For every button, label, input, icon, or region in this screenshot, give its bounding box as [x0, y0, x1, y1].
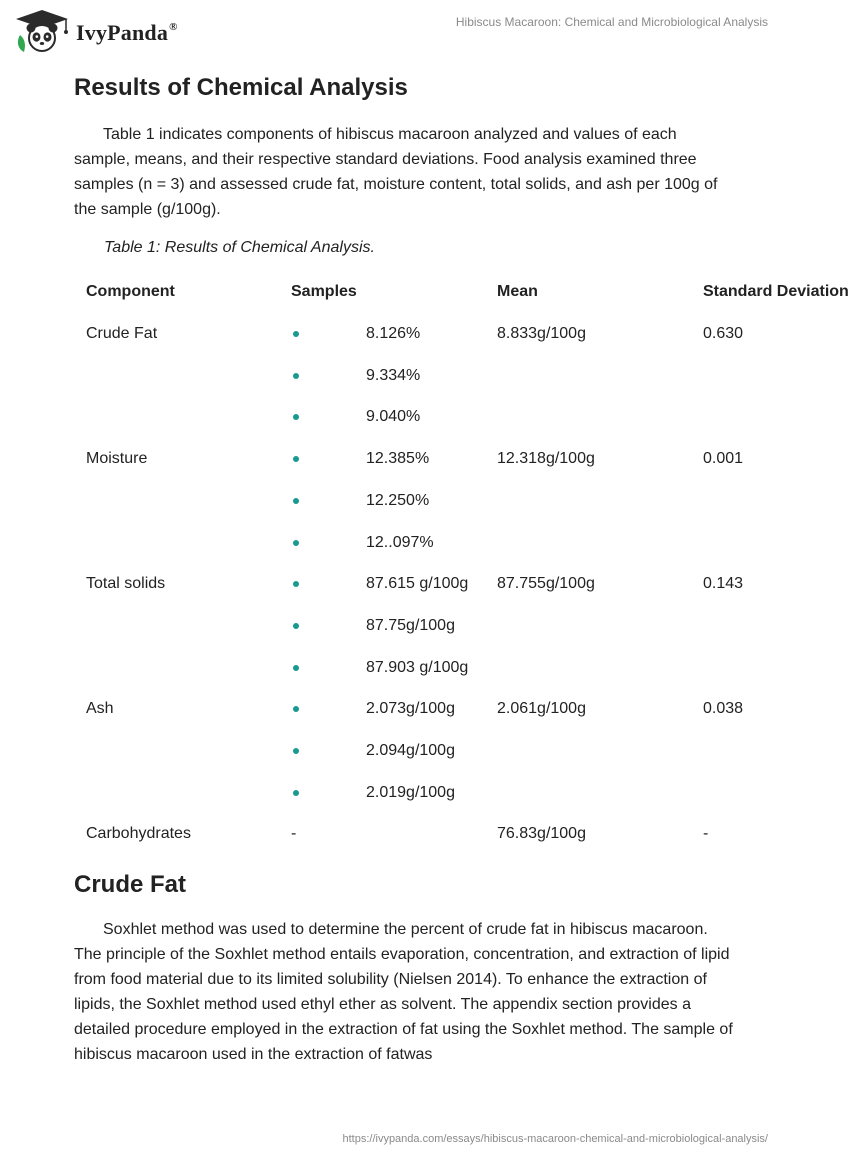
column-header-standard-deviation: Standard Deviation — [703, 283, 849, 300]
standard-deviation-cell: - — [703, 825, 709, 843]
sample-value: 8.126% — [366, 325, 421, 342]
sample-value: 2.073g/100g — [366, 700, 455, 718]
bullet-icon — [293, 706, 299, 712]
bullet-icon — [293, 373, 299, 379]
bullet-icon — [293, 331, 299, 337]
brand-name[interactable]: IvyPanda® — [76, 20, 178, 45]
bullet-icon — [293, 581, 299, 587]
sample-value: 12..097% — [366, 533, 434, 551]
footer-url[interactable]: https://ivypanda.com/essays/hibiscus-macaroon-chemical-and-microbiological-analysis/ — [342, 1133, 768, 1145]
column-header-component: Component — [86, 283, 175, 300]
component-cell: Total solids — [86, 575, 166, 593]
bullet-icon — [293, 623, 299, 629]
sample-value: 87.75g/100g — [366, 616, 455, 634]
bullet-icon — [293, 414, 299, 420]
bullet-icon — [293, 498, 299, 504]
component-cell: Ash — [86, 700, 114, 718]
standard-deviation-cell: 0.143 — [703, 575, 744, 593]
mean-cell: 8.833g/100g — [497, 325, 586, 342]
crude-fat-paragraph: Soxhlet method was used to determine the percent of crude fat in hibiscus macaroon. The principle of the Soxhlet method entails evaporation, concentration, and extraction of lipid from food material due to its limited solubility (Nielsen 2014). To enhance the extraction of lipids, the Soxhlet method used ethyl ether as solvent. The appendix section provides a detailed procedure employed in the extraction of fat using the Soxhlet method. The sample of hibiscus macaroon used in the extraction of fatwas — [74, 921, 733, 1063]
component-cell: Carbohydrates — [86, 825, 191, 843]
column-header-mean: Mean — [497, 283, 538, 300]
sample-value: 2.094g/100g — [366, 742, 455, 759]
mean-cell: 76.83g/100g — [497, 825, 586, 843]
sample-value: 2.019g/100g — [366, 783, 455, 801]
bullet-icon — [293, 748, 299, 754]
section-heading-crude-fat: Crude Fat — [74, 871, 187, 898]
sample-value: - — [291, 825, 297, 843]
section-heading-chemical-analysis: Results of Chemical Analysis — [74, 74, 408, 101]
column-header-samples: Samples — [291, 283, 357, 300]
page-header — [0, 0, 800, 60]
sample-value: 9.040% — [366, 408, 421, 426]
bullet-icon — [293, 456, 299, 462]
bullet-icon — [293, 540, 299, 546]
bullet-icon — [293, 790, 299, 796]
panda-graduate-icon — [14, 9, 70, 53]
mean-cell: 87.755g/100g — [497, 575, 595, 593]
mean-cell: 12.318g/100g — [497, 450, 595, 468]
component-cell: Crude Fat — [86, 325, 158, 342]
bullet-icon — [293, 665, 299, 671]
sample-value: 9.334% — [366, 366, 421, 384]
running-title: Hibiscus Macaroon: Chemical and Microbiological Analysis — [455, 15, 768, 29]
component-cell: Moisture — [86, 450, 148, 468]
table-caption: Table 1: Results of Chemical Analysis. — [104, 239, 375, 256]
sample-value: 87.615 g/100g — [366, 575, 469, 593]
standard-deviation-cell: 0.001 — [703, 450, 744, 468]
standard-deviation-cell: 0.038 — [703, 700, 744, 718]
sample-value: 87.903 g/100g — [366, 658, 469, 676]
sample-value: 12.250% — [366, 491, 430, 509]
intro-paragraph: Table 1 indicates components of hibiscus macaroon analyzed and values of each sample, means, and their respective standard deviations. Food analysis examined three samples (n = 3) and assessed crude fat, moisture content, total solids, and ash per 100g of the sample (g/100g). — [74, 126, 718, 218]
sample-value: 12.385% — [366, 450, 430, 468]
standard-deviation-cell: 0.630 — [703, 325, 744, 342]
mean-cell: 2.061g/100g — [497, 700, 586, 718]
